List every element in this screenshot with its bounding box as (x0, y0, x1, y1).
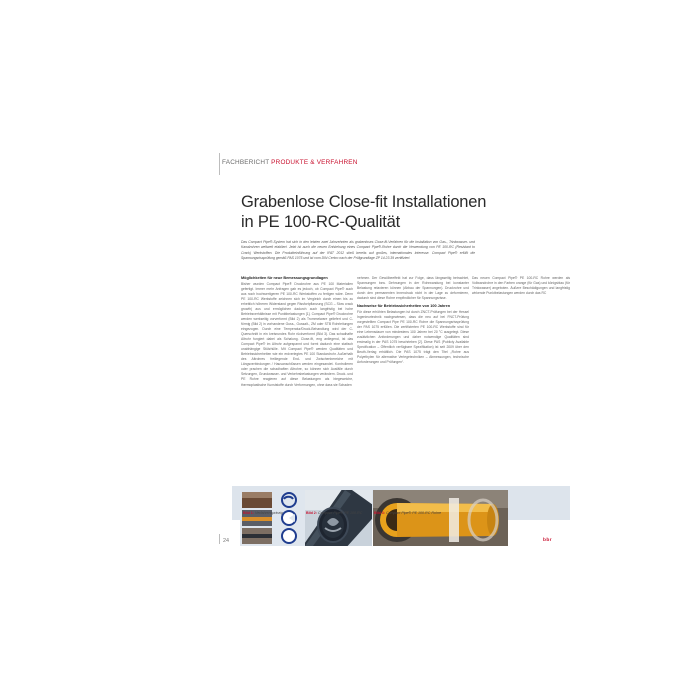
column-heading: Nachweise für Betriebssicherheiten von 100 Jahren (357, 304, 451, 309)
pipe-section-round (282, 529, 296, 543)
section-rubric (222, 159, 358, 166)
text-column-2 (357, 276, 469, 470)
caption-label: Bild 3: (374, 511, 385, 515)
figure-3-image (373, 490, 508, 546)
magazine-logo (543, 538, 552, 543)
figure-3-caption (374, 511, 441, 516)
footer-divider (219, 534, 220, 544)
figure-1-image (240, 490, 306, 546)
column-body: nehmen. Der Gewölbeeffekt hat zur Folge, dass längsseitig betrachtet, Spannungen bzw. Dehnungen in der Rohrwandung bei konstanter Belastung relaxieren können (Abbau der Spannungen). Druckrohre und durch den permanenten Innendruck nicht in der Lage zu deformieren, dadurch sind diese Rohre empfindlicher für Spannungsrisse. (357, 276, 469, 301)
title-line-2: in PE 100-RC-Qualität (241, 213, 401, 231)
caption-label: Bild 1: (243, 511, 254, 515)
figure-2-image (305, 490, 372, 546)
figure-2-caption (306, 511, 362, 516)
rubric-section: PRODUKTE & VERFAHREN (271, 159, 358, 166)
caption-text: Verfahrensprinzip (254, 511, 284, 515)
column-heading: Möglichkeiten für neue Bemessungsgrundlagen (241, 276, 328, 280)
column-spacer (472, 240, 570, 276)
column-body: Für diese erhöhten Belastungen ist durch ZNCT-Prüfungen bei der Hessel Ingenieurtechnik nachgewiesen, dass die neu auf bei FNCT-Prüfung vorgestellten Compact Pipe PE 100-RC Rohre die Spannungsrissprüfung der PAS 1075 erfüllen. Die zertifizierten PE 100-RC Werkstoffe sind für eine Lebensdauer von mindestens 100 Jahren bei 20 °C ausgelegt. Diese zusätzlichen Anforderungen und daher notwendige Qualitäten sind erstmalig in der PAS 1075 beschrieben [2]. Diese PAS (Publicly Available Specification – Öffentlich verfügbare Spezifikation) ist seit 2009 über den Beuth-Verlag erhältlich. Die PAS 1075 trägt den Titel „Rohre aus Polyethylen für alternative Verlegetechniken – Abmessungen, technische Anforderungen und Prüfungen“. (357, 309, 469, 365)
article-title (241, 192, 541, 232)
caption-text: Compact Pipe® PE 100-RC (317, 511, 363, 515)
page-number: 24 (223, 538, 229, 544)
rubric-category: FACHBERICHT (222, 159, 270, 166)
article-lead: Das Compact Pipe®-System hat sich in den letzten zwei Jahrzehnten als grabenloses Close-fit-Verfahren für die Installation von Gas-, Trinkwasser- und Kanalrohren weltweit etabliert. Jetzt ist auch die neuen Entstehung eines Compact Pipe®-Rohre durch die Verwendung von PE 100-RC (Resistant to Crack) Werkstoffen. Die Produkteinführung auf der IFAT 2012 stieß bereits auf großes, internationales Interesse. Compact Pipe® erfüllt die Spannungsrissprüfung gemäß PAS 1075 und ist vom DIN Certco nach der Prüfgrundlage ZP 14.23.39 zertifiziert. (241, 240, 475, 261)
caption-label: Bild 2: (306, 511, 317, 515)
figure-1-caption (243, 511, 283, 516)
title-line-1: Grabenlose Close-fit Installationen (241, 193, 487, 211)
rubric-divider (219, 153, 220, 175)
column-body: Bisher wurden Compact Pipe® Druckrohre aus PE 100 Materialien gefertigt. Immer mehr Anfragen gab es jedoch, ob Compact Pipe® auch aus noch hochwertigeren PE 100-RC Werkstoffen zu fertigen wäre. Denn PE 100-RC Werkstoffe zeichnen sich im Vergleich durch einen bis zu erheblich höheren Widerstand gegen Rissfortpflanzung (SCG – Slow crack growth) aus und ermöglichen dadurch auch langfristig bei hohe Betriebsverhältnisse mit Punktbelastungen [1]. Compact Pipe® Druckrohre werden werkseitig vorverformt (Bild 2) als Trommelware geliefert und C-förmig (Bild 2) in vorhandene Guss-, Gussalt-, ZM oder STB Rohrleitungen eingezogen. Durch eine Temperatur/Druck-Behandlung wird der C-Querschnitt in ein kreisrundes Rohr rückverformt (Bild 3). Das schadhafte Altrohr fungiert dabei als Schalung. Close-fit, eng anliegend, ist das Compact Pipe® im Altrohr aufgespannt und formt dadurch eine statisch unabhängige Stützhülle. Mit Compact Pipe® werden Qualitäten und Betriebssicherheiten wie ein erdverlegtes PE 100 Standardrohr. Außerhalb des Altrohres freiliegende End- und Zwischenbereiche mit Längsverbindungen / Hausanschlüssen werden eingesandet. Kontrolleren oder prachen die schadhaften Altrohre, so können sich Ausfälle durch Setzungen, Grundwasser- und Verkehrsbelastungen verändern. Druck- und PE Rohre reagieren auf diese Belastungen als biegeweiche, thermoplastische Kunststoffe durch Verformungen, ohne dass sie Schaden (241, 281, 353, 387)
text-column-3 (472, 240, 570, 434)
logo-mark: bbr (543, 538, 552, 543)
column-body: Das neuen Compact Pipe® PE 100-RC Rohre werden als Vollwandrohre in den Farben orange (für Gas) und königsblau (für Trinkwasser) angeboten. Äußere Beschädigungen und langfristig wirkende Punktbelastungen werden durch das RC (472, 276, 570, 296)
text-column-1 (241, 276, 353, 470)
caption-text: Compact Pipe® PE 100-RC Rohre (385, 511, 442, 515)
